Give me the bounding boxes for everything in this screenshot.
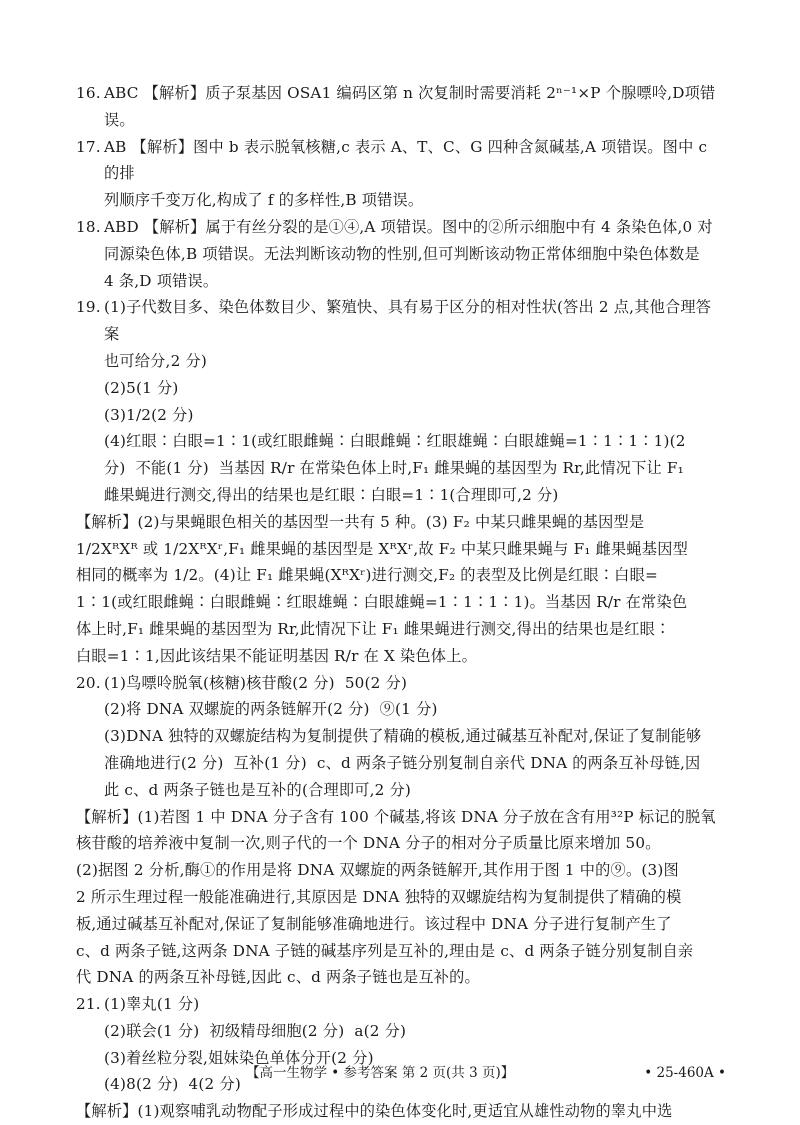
analysis-line: 板,通过碱基互补配对,保证了复制能够准确地进行。该过程中 DNA 分子进行复制产生了 xyxy=(76,914,672,933)
answer-line: 准确地进行(2 分) 互补(1 分) c、d 两条子链分别复制自亲代 DNA 的两条互补母链,因 xyxy=(104,753,701,772)
analysis-line: 【解析】(1)若图 1 中 DNA 分子含有 100 个碱基,将该 DNA 分子放在含有用³²P 标记的脱氧 xyxy=(76,807,716,826)
analysis-line: 1/2XᴿXᴿ 或 1/2XᴿXʳ,F₁ 雌果蝇的基因型是 XᴿXʳ,故 F₂ 中某只雌果蝇与 F₁ 雌果蝇基因型 xyxy=(76,539,688,558)
answer-line: (3)DNA 独特的双螺旋结构为复制提供了精确的模板,通过碱基互补配对,保证了复制能够 xyxy=(104,727,702,746)
answer-line: 误。 xyxy=(104,110,135,129)
answer-line: (4)红眼∶白眼=1∶1(或红眼雌蝇∶白眼雌蝇∶红眼雄蝇∶白眼雄蝇=1∶1∶1∶1)(2 xyxy=(104,432,686,451)
answer-line: 此 c、d 两条子链也是互补的(合理即可,2 分) xyxy=(104,780,412,799)
analysis-line: 核苷酸的培养液中复制一次,则子代的一个 DNA 分子的相对分子质量比原来增加 50。 xyxy=(76,834,661,853)
answer-line: (1)子代数目多、染色体数目少、繁殖快、具有易于区分的相对性状(答出 2 点,其他合理答案 xyxy=(104,298,712,344)
analysis-19 xyxy=(76,509,726,670)
answer-line: AB 【解析】图中 b 表示脱氧核糖,c 表示 A、T、C、G 四种含氮碱基,A 项错误。图中 c 的排 xyxy=(104,137,713,183)
analysis-line: (2)据图 2 分析,酶①的作用是将 DNA 双螺旋的两条链解开,其作用于图 1 中的⑨。(3)图 xyxy=(76,861,679,880)
analysis-20 xyxy=(76,804,726,992)
answer-line: (3)着丝粒分裂,姐妹染色单体分开(2 分) xyxy=(104,1048,374,1067)
answer-line: (2)联会(1 分) 初级精母细胞(2 分) a(2 分) xyxy=(104,1021,407,1040)
answer-line: (2)将 DNA 双螺旋的两条链解开(2 分) ⑨(1 分) xyxy=(104,700,438,719)
question-number: 20. xyxy=(76,673,101,692)
question-19 xyxy=(76,294,726,508)
answer-line: ABD 【解析】属于有丝分裂的是①④,A 项错误。图中的②所示细胞中有 4 条染色体,0 对 xyxy=(104,217,713,236)
answer-line: 雌果蝇进行测交,得出的结果也是红眼∶白眼=1∶1(合理即可,2 分) xyxy=(104,485,559,504)
analysis-line: 白眼=1∶1,因此该结果不能证明基因 R/r 在 X 染色体上。 xyxy=(76,646,477,665)
answer-line: 同源染色体,B 项错误。无法判断该动物的性别,但可判断该动物正常体细胞中染色体数是 xyxy=(104,244,700,263)
analysis-line: 【解析】(2)与果蝇眼色相关的基因型一共有 5 种。(3) F₂ 中某只雌果蝇的基因型是 xyxy=(76,512,645,531)
question-16 xyxy=(76,80,726,134)
analysis-line: 2 所示生理过程一般能准确进行,其原因是 DNA 独特的双螺旋结构为复制提供了精确的模 xyxy=(76,887,682,906)
answer-line: 分) 不能(1 分) 当基因 R/r 在常染色体上时,F₁ 雌果蝇的基因型为 Rr,此情况下让 F₁ xyxy=(104,459,684,478)
analysis-line: 体上时,F₁ 雌果蝇的基因型为 Rr,此情况下让 F₁ 雌果蝇进行测交,得出的结果也是红眼∶ xyxy=(76,619,671,638)
answer-line: 4 条,D 项错误。 xyxy=(104,271,219,290)
analysis-21 xyxy=(76,1098,726,1125)
question-answer xyxy=(104,670,726,804)
answer-line: (4)8(2 分) 4(2 分) xyxy=(104,1075,241,1094)
analysis-line: 【解析】(1)观察哺乳动物配子形成过程中的染色体变化时,更适宜从雄性动物的睾丸中选 xyxy=(76,1102,673,1121)
answer-line: (2)5(1 分) xyxy=(104,378,179,397)
analysis-line: c、d 两条子链,这两条 DNA 子链的碱基序列是互补的,理由是 c、d 两条子链分别复制自亲 xyxy=(76,941,694,960)
question-answer xyxy=(104,80,726,134)
analysis-line: 代 DNA 的两条互补母链,因此 c、d 两条子链也是互补的。 xyxy=(76,968,480,987)
question-number: 19. xyxy=(76,298,101,317)
question-17 xyxy=(76,134,726,214)
question-answer xyxy=(104,294,726,508)
question-number: 17. xyxy=(76,137,101,156)
question-18 xyxy=(76,214,726,294)
question-number: 21. xyxy=(76,995,101,1014)
answer-line: 列顺序千变万化,构成了 f 的多样性,B 项错误。 xyxy=(104,191,424,210)
answer-line: (1)鸟嘌呤脱氧(核糖)核苷酸(2 分) 50(2 分) xyxy=(104,673,408,692)
question-number: 18. xyxy=(76,217,101,236)
question-number: 16. xyxy=(76,84,101,102)
answer-line: ABC 【解析】质子泵基因 OSA1 编码区第 n 次复制时需要消耗 2ⁿ⁻¹×P 个腺嘌呤,D项错 xyxy=(104,84,716,102)
answer-line: (3)1/2(2 分) xyxy=(104,405,194,424)
footer-page-info: 【高一生物学 • 参考答案 第 2 页(共 3 页)】 xyxy=(246,1065,515,1081)
analysis-line: 相同的概率为 1/2。(4)让 F₁ 雌果蝇(XᴿXʳ)进行测交,F₂ 的表型及比例是红眼∶白眼= xyxy=(76,566,658,585)
answer-line: 也可给分,2 分) xyxy=(104,351,207,370)
question-20 xyxy=(76,670,726,804)
footer-code: • 25-460A • xyxy=(644,1065,726,1081)
question-answer xyxy=(104,134,726,214)
answer-line: (1)睾丸(1 分) xyxy=(104,995,200,1014)
answer-key-content xyxy=(76,80,726,1125)
page-footer xyxy=(76,1060,726,1086)
question-answer xyxy=(104,214,726,294)
analysis-line: 1∶1(或红眼雌蝇∶白眼雌蝇∶红眼雄蝇∶白眼雄蝇=1∶1∶1∶1)。当基因 R/r 在常染色 xyxy=(76,593,688,612)
